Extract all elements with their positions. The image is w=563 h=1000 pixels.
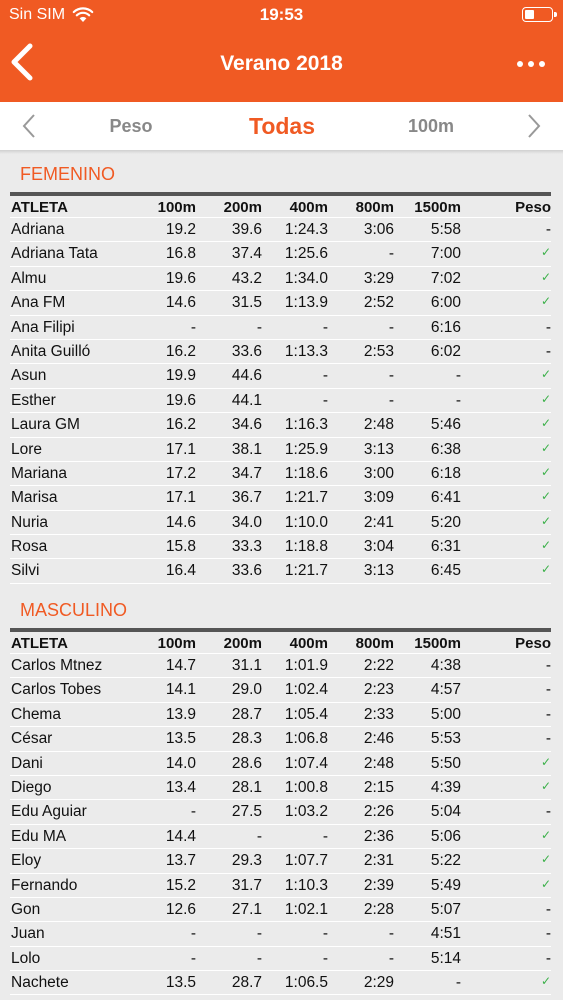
time-200m: 31.5: [231, 294, 262, 312]
athlete-name: Ana FM: [11, 294, 66, 312]
table-row[interactable]: [10, 389, 551, 413]
nav-bar: [0, 32, 563, 102]
athlete-name: Almu: [11, 269, 47, 287]
column-header: Peso: [515, 199, 551, 216]
time-100m: 14.6: [165, 513, 196, 531]
athlete-name: Anita Guilló: [11, 342, 91, 360]
carrier-label: Sin SIM: [9, 6, 66, 23]
athlete-name: Mariana: [11, 464, 67, 482]
time-800m: -: [388, 245, 394, 263]
time-1500m: 6:41: [430, 489, 461, 507]
check-icon: ✓: [540, 876, 551, 891]
column-header: ATLETA: [11, 199, 68, 216]
time-100m: 14.0: [165, 754, 196, 772]
time-1500m: 5:14: [430, 949, 461, 967]
time-800m: 2:48: [363, 416, 394, 434]
peso-status: -: [545, 318, 551, 336]
time-100m: 16.8: [165, 245, 196, 263]
time-200m: 28.7: [231, 974, 262, 992]
dot-icon: [539, 61, 545, 67]
time-100m: 19.9: [165, 367, 196, 385]
check-icon: ✓: [540, 440, 551, 455]
time-400m: 1:25.6: [284, 245, 328, 263]
chevron-left-icon: [16, 112, 44, 140]
status-bar: [0, 0, 563, 32]
time-1500m: 5:20: [430, 513, 461, 531]
time-400m: 1:05.4: [284, 705, 328, 723]
time-200m: 29.0: [231, 681, 262, 699]
time-400m: 1:10.3: [284, 876, 328, 894]
time-1500m: -: [455, 391, 461, 409]
time-1500m: 5:00: [430, 705, 461, 723]
prev-tab-arrow[interactable]: [16, 112, 44, 140]
time-800m: 2:23: [363, 681, 394, 699]
status-time: 19:53: [259, 5, 304, 24]
table-row[interactable]: [10, 511, 551, 535]
time-400m: 1:01.9: [284, 657, 328, 674]
time-100m: 14.1: [165, 681, 196, 699]
table-row[interactable]: [10, 752, 551, 776]
table-row[interactable]: [10, 947, 551, 971]
time-400m: 1:18.8: [284, 538, 328, 556]
time-200m: -: [256, 318, 262, 336]
time-200m: 34.0: [231, 513, 262, 531]
time-1500m: 4:38: [430, 657, 461, 674]
table-row[interactable]: [10, 971, 551, 995]
athlete-name: Fernando: [11, 876, 78, 894]
time-400m: -: [322, 925, 328, 943]
check-icon: ✓: [540, 562, 551, 577]
column-header: 1500m: [414, 635, 461, 652]
athlete-name: César: [11, 730, 53, 748]
athlete-name: Eloy: [11, 852, 42, 870]
time-200m: 38.1: [231, 440, 262, 458]
athlete-name: Rosa: [11, 538, 48, 556]
time-100m: 17.2: [165, 464, 196, 482]
peso-status: -: [545, 705, 551, 723]
check-icon: ✓: [540, 778, 551, 793]
more-options-button[interactable]: [511, 50, 551, 78]
header-bar: [0, 0, 563, 102]
athlete-name: Nachete: [11, 974, 69, 992]
time-200m: 39.6: [231, 221, 262, 238]
tab-peso[interactable]: Peso: [109, 116, 153, 136]
table-row[interactable]: [10, 462, 551, 486]
time-1500m: 5:46: [430, 416, 461, 434]
time-400m: -: [322, 391, 328, 409]
time-200m: 27.5: [231, 803, 262, 821]
time-400m: 1:00.8: [284, 778, 328, 796]
time-100m: -: [190, 803, 196, 821]
time-400m: 1:06.5: [284, 974, 328, 992]
time-800m: -: [388, 949, 394, 967]
segment-tabs: [0, 102, 563, 150]
column-header: 800m: [355, 635, 394, 652]
time-100m: 15.2: [165, 876, 196, 894]
time-1500m: 5:49: [430, 876, 461, 894]
time-800m: 3:29: [363, 269, 394, 287]
table-masculino: [10, 628, 551, 995]
time-200m: -: [256, 827, 262, 845]
time-1500m: 6:38: [430, 440, 461, 458]
time-200m: 34.6: [231, 416, 262, 434]
time-400m: 1:25.9: [284, 440, 328, 458]
time-1500m: -: [455, 974, 461, 992]
table-row[interactable]: [10, 242, 551, 266]
table-header-row: [10, 196, 551, 218]
time-800m: 2:26: [363, 803, 394, 821]
time-1500m: 6:45: [430, 562, 461, 580]
time-400m: 1:24.3: [284, 221, 328, 238]
time-1500m: 5:58: [430, 221, 461, 238]
column-header: Peso: [515, 635, 551, 652]
time-800m: 3:13: [363, 562, 394, 580]
table-row[interactable]: [10, 413, 551, 437]
time-200m: 28.6: [231, 754, 262, 772]
time-800m: 3:00: [363, 464, 394, 482]
check-icon: ✓: [540, 294, 551, 309]
check-icon: ✓: [540, 852, 551, 867]
time-800m: 2:22: [363, 657, 394, 674]
time-800m: 2:29: [363, 974, 394, 992]
athlete-name: Lolo: [11, 949, 41, 967]
time-400m: 1:06.8: [284, 730, 328, 748]
athlete-name: Asun: [11, 367, 47, 385]
time-100m: 13.5: [165, 974, 196, 992]
athlete-name: Diego: [11, 778, 52, 796]
time-800m: 2:52: [363, 294, 394, 312]
athlete-name: Marisa: [11, 489, 58, 507]
athlete-name: Ana Filipi: [11, 318, 75, 336]
time-800m: -: [388, 925, 394, 943]
table-femenino: [10, 192, 551, 584]
check-icon: ✓: [540, 269, 551, 284]
time-200m: -: [256, 949, 262, 967]
time-800m: 2:39: [363, 876, 394, 894]
peso-status: -: [545, 342, 551, 360]
peso-status: -: [545, 657, 551, 674]
check-icon: ✓: [540, 538, 551, 553]
time-100m: 13.4: [165, 778, 196, 796]
athlete-name: Lore: [11, 440, 43, 458]
athlete-name: Esther: [11, 391, 56, 409]
time-1500m: 5:50: [430, 754, 461, 772]
check-icon: ✓: [540, 367, 551, 382]
athlete-name: Adriana Tata: [11, 245, 98, 263]
time-200m: 44.6: [231, 367, 262, 385]
column-header: ATLETA: [11, 635, 68, 652]
time-1500m: 6:02: [430, 342, 461, 360]
table-row[interactable]: [10, 825, 551, 849]
time-200m: 28.3: [231, 730, 262, 748]
time-1500m: 7:00: [430, 245, 461, 263]
time-400m: 1:16.3: [284, 416, 328, 434]
time-800m: -: [388, 318, 394, 336]
table-row[interactable]: [10, 849, 551, 873]
time-400m: 1:34.0: [284, 269, 328, 287]
peso-status: -: [545, 681, 551, 699]
time-1500m: 6:31: [430, 538, 461, 556]
dot-icon: [528, 61, 534, 67]
time-400m: 1:03.2: [284, 803, 328, 821]
table-row[interactable]: [10, 776, 551, 800]
time-800m: 2:15: [363, 778, 394, 796]
time-100m: -: [190, 925, 196, 943]
time-1500m: 5:22: [430, 852, 461, 870]
time-200m: 28.1: [231, 778, 262, 796]
time-800m: -: [388, 367, 394, 385]
time-200m: 34.7: [231, 464, 262, 482]
time-1500m: 5:53: [430, 730, 461, 748]
time-100m: 16.2: [165, 342, 196, 360]
table-row[interactable]: [10, 316, 551, 340]
check-icon: ✓: [540, 827, 551, 842]
athlete-name: Edu MA: [11, 827, 67, 845]
time-200m: 28.7: [231, 705, 262, 723]
check-icon: ✓: [540, 754, 551, 769]
peso-status: -: [545, 900, 551, 918]
time-1500m: 5:04: [430, 803, 461, 821]
time-200m: -: [256, 925, 262, 943]
time-400m: 1:18.6: [284, 464, 328, 482]
time-200m: 33.6: [231, 342, 262, 360]
check-icon: ✓: [540, 974, 551, 989]
table-row[interactable]: [10, 874, 551, 898]
time-100m: 16.2: [165, 416, 196, 434]
table-row[interactable]: [10, 678, 551, 702]
check-icon: ✓: [540, 391, 551, 406]
table-row[interactable]: [10, 218, 551, 242]
time-100m: 19.6: [165, 269, 196, 287]
time-200m: 29.3: [231, 852, 262, 870]
next-tab-arrow[interactable]: [519, 112, 547, 140]
column-header: 400m: [289, 635, 328, 652]
time-1500m: -: [455, 367, 461, 385]
check-icon: ✓: [540, 416, 551, 431]
check-icon: ✓: [540, 245, 551, 260]
table-row[interactable]: [10, 654, 551, 678]
table-row[interactable]: [10, 267, 551, 291]
table-row[interactable]: [10, 800, 551, 824]
time-1500m: 6:00: [430, 294, 461, 312]
time-400m: 1:21.7: [284, 562, 328, 580]
time-200m: 27.1: [231, 900, 262, 918]
time-400m: -: [322, 318, 328, 336]
time-200m: 36.7: [231, 489, 262, 507]
time-800m: 3:04: [363, 538, 394, 556]
time-1500m: 6:16: [430, 318, 461, 336]
time-400m: 1:13.3: [284, 342, 328, 360]
time-200m: 33.3: [231, 538, 262, 556]
time-200m: 31.7: [231, 876, 262, 894]
time-1500m: 4:51: [430, 925, 461, 943]
time-400m: 1:02.1: [284, 900, 328, 918]
column-header: 800m: [355, 199, 394, 216]
time-800m: 2:31: [363, 852, 394, 870]
time-800m: 2:53: [363, 342, 394, 360]
time-200m: 37.4: [231, 245, 262, 263]
time-100m: 16.4: [165, 562, 196, 580]
time-200m: 33.6: [231, 562, 262, 580]
check-icon: ✓: [540, 489, 551, 504]
time-100m: -: [190, 318, 196, 336]
battery-icon: [522, 7, 553, 22]
time-800m: 2:41: [363, 513, 394, 531]
time-800m: 2:46: [363, 730, 394, 748]
time-400m: 1:07.7: [284, 852, 328, 870]
table-header-row: [10, 632, 551, 654]
peso-status: -: [545, 949, 551, 967]
peso-status: -: [545, 925, 551, 943]
time-100m: 14.7: [165, 657, 196, 674]
column-header: 100m: [157, 635, 196, 652]
table-row[interactable]: [10, 922, 551, 946]
table-row[interactable]: [10, 898, 551, 922]
column-header: 1500m: [414, 199, 461, 216]
time-400m: 1:07.4: [284, 754, 328, 772]
athlete-name: Silvi: [11, 562, 40, 580]
chevron-right-icon: [519, 112, 547, 140]
time-200m: 43.2: [231, 269, 262, 287]
time-100m: 12.6: [165, 900, 196, 918]
athlete-name: Laura GM: [11, 416, 80, 434]
athlete-name: Carlos Mtnez: [11, 657, 103, 674]
tabs-shadow: [0, 150, 563, 154]
time-100m: 14.4: [165, 827, 196, 845]
time-1500m: 5:07: [430, 900, 461, 918]
tab-100m[interactable]: 100m: [407, 116, 455, 136]
tab-todas[interactable]: Todas: [248, 113, 316, 139]
table-row[interactable]: [10, 703, 551, 727]
column-header: 200m: [223, 635, 262, 652]
time-800m: 3:06: [363, 221, 394, 238]
check-icon: ✓: [540, 464, 551, 479]
table-row[interactable]: [10, 438, 551, 462]
time-400m: 1:13.9: [284, 294, 328, 312]
athlete-name: Adriana: [11, 221, 65, 238]
dot-icon: [517, 61, 523, 67]
column-header: 200m: [223, 199, 262, 216]
time-100m: 13.9: [165, 705, 196, 723]
time-800m: 2:28: [363, 900, 394, 918]
time-400m: 1:21.7: [284, 489, 328, 507]
peso-status: -: [545, 803, 551, 821]
section-title-femenino: FEMENINO: [20, 164, 116, 184]
peso-status: -: [545, 730, 551, 748]
time-800m: -: [388, 391, 394, 409]
time-1500m: 7:02: [430, 269, 461, 287]
time-100m: 14.6: [165, 294, 196, 312]
table-row[interactable]: [10, 559, 551, 583]
athlete-name: Nuria: [11, 513, 49, 531]
column-header: 100m: [157, 199, 196, 216]
time-100m: 13.5: [165, 730, 196, 748]
athlete-name: Chema: [11, 705, 61, 723]
time-800m: 2:48: [363, 754, 394, 772]
column-header: 400m: [289, 199, 328, 216]
time-200m: 31.1: [231, 657, 262, 674]
time-100m: -: [190, 949, 196, 967]
athlete-name: Edu Aguiar: [11, 803, 87, 821]
time-200m: 44.1: [231, 391, 262, 409]
time-100m: 15.8: [165, 538, 196, 556]
time-800m: 2:33: [363, 705, 394, 723]
athlete-name: Dani: [11, 754, 43, 772]
athlete-name: Carlos Tobes: [11, 681, 102, 699]
table-row[interactable]: [10, 291, 551, 315]
athlete-name: Juan: [11, 925, 45, 943]
time-400m: -: [322, 949, 328, 967]
time-400m: 1:02.4: [284, 681, 328, 699]
time-100m: 17.1: [165, 440, 196, 458]
time-100m: 19.6: [165, 391, 196, 409]
time-1500m: 5:06: [430, 827, 461, 845]
table-row[interactable]: [10, 727, 551, 751]
time-100m: 13.7: [165, 852, 196, 870]
check-icon: ✓: [540, 513, 551, 528]
section-title-masculino: MASCULINO: [20, 600, 128, 620]
table-row[interactable]: [10, 364, 551, 388]
time-1500m: 4:57: [430, 681, 461, 699]
table-row[interactable]: [10, 535, 551, 559]
athlete-name: Gon: [11, 900, 41, 918]
time-800m: 3:13: [363, 440, 394, 458]
time-100m: 17.1: [165, 489, 196, 507]
time-400m: -: [322, 367, 328, 385]
time-100m: 19.2: [165, 221, 196, 238]
time-400m: -: [322, 827, 328, 845]
table-row[interactable]: [10, 486, 551, 510]
peso-status: -: [545, 221, 551, 238]
table-row[interactable]: [10, 340, 551, 364]
time-400m: 1:10.0: [284, 513, 328, 531]
time-800m: 2:36: [363, 827, 394, 845]
page-title: Verano 2018: [220, 52, 343, 75]
time-1500m: 4:39: [430, 778, 461, 796]
time-1500m: 6:18: [430, 464, 461, 482]
time-800m: 3:09: [363, 489, 394, 507]
